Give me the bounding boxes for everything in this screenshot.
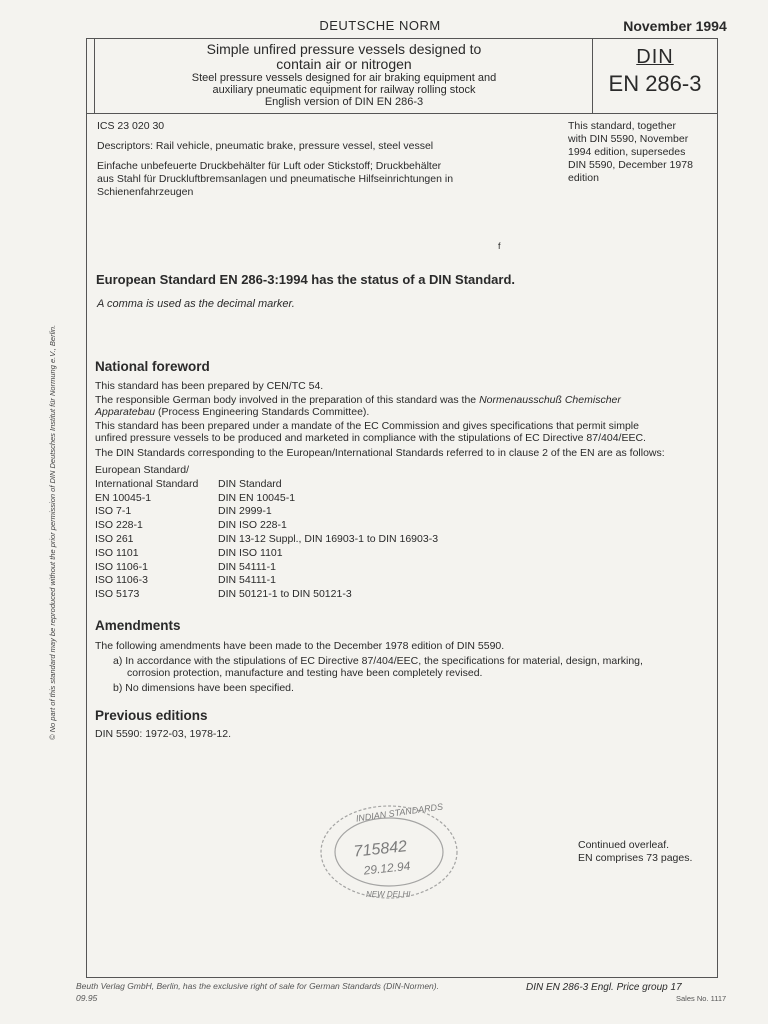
table-cell-din: DIN ISO 228-1: [218, 519, 287, 532]
supersedes-line-1: This standard, together: [568, 120, 676, 132]
din-logo-word: DIN: [636, 46, 674, 68]
foreword-para-2-text: The responsible German body involved in the preparation of this standard was the: [95, 394, 480, 406]
copyright-side-note: © No part of this standard may be reproduced without the prior permission of DIN Deutsches Institut für Normung e.V., Berlin.: [48, 324, 57, 740]
title-left-rule: [94, 38, 95, 113]
stamp-date: 29.12.94: [362, 858, 411, 878]
status-statement: European Standard EN 286-3:1994 has the status of a DIN Standard.: [96, 272, 516, 287]
committee-name-a: Normenausschuß Chemischer: [479, 394, 621, 406]
title-divider: [86, 113, 718, 114]
header-title: DEUTSCHE NORM: [319, 18, 441, 33]
continued-overleaf: Continued overleaf.: [578, 839, 670, 851]
table-cell-en: EN 10045-1: [95, 491, 152, 504]
table-row: [95, 505, 438, 519]
print-code: 09.95: [76, 993, 98, 1003]
supersedes-line-2: with DIN 5590, November: [568, 133, 689, 145]
table-cell-din: DIN EN 10045-1: [218, 491, 296, 504]
table-header-col2: DIN Standard: [218, 477, 282, 490]
german-title-line-3: Schienenfahrzeugen: [97, 186, 194, 198]
amendment-a-line-2: corrosion protection, manufacture and testing have been completely revised.: [127, 667, 483, 679]
standard-number: EN 286-3: [608, 71, 702, 96]
table-row: [95, 561, 438, 575]
table-row: [95, 574, 438, 588]
amendment-a: [113, 655, 713, 679]
foreword-para-3-line-2: unfired pressure vessels to be produced and marketed in compliance with the stipulations of EC Directive 87/404/EEC.: [95, 432, 646, 444]
header-date: November 1994: [623, 18, 727, 34]
stamp-city: NEW DELHI: [366, 890, 411, 899]
table-cell-en: ISO 1101: [95, 546, 139, 559]
supersedes-line-4: DIN 5590, December 1978: [568, 159, 693, 171]
committee-name-b: Apparatebau: [95, 406, 156, 418]
amendment-b: b) No dimensions have been specified.: [113, 682, 294, 694]
foreword-para-1: This standard has been prepared by CEN/TC 54.: [95, 380, 324, 392]
library-stamp: [314, 797, 464, 912]
table-row: [95, 519, 438, 533]
amendments-heading: Amendments: [95, 618, 181, 633]
german-title-line-1: Einfache unbefeuerte Druckbehälter für Luft oder Stickstoff; Druckbehälter: [97, 160, 442, 172]
standards-table: [95, 464, 438, 602]
page-count: EN comprises 73 pages.: [578, 852, 693, 864]
table-row: [95, 492, 438, 506]
title-line-4: auxiliary pneumatic equipment for railway rolling stock: [212, 84, 476, 96]
stray-mark: f: [498, 241, 501, 251]
table-header-row-2: [95, 478, 438, 492]
stamp-number: 715842: [352, 838, 408, 861]
footer-publisher: [76, 980, 439, 1004]
national-foreword-heading: National foreword: [95, 359, 210, 374]
table-cell-en: ISO 228-1: [95, 519, 143, 532]
table-cell-en: ISO 261: [95, 532, 134, 545]
previous-editions-heading: Previous editions: [95, 708, 208, 723]
amendments-intro: The following amendments have been made to the December 1978 edition of DIN 5590.: [95, 640, 505, 652]
footer-sales-number: Sales No. 1117: [676, 994, 727, 1003]
table-cell-en: ISO 1106-3: [95, 574, 148, 587]
publisher-note: Beuth Verlag GmbH, Berlin, has the exclusive right of sale for German Standards (DIN-Normen).: [76, 981, 439, 991]
table-row: [95, 547, 438, 561]
ics-code: ICS 23 020 30: [97, 120, 165, 132]
stamp-ring-text: INDIAN STANDARDS: [355, 801, 444, 824]
german-title-line-2: aus Stahl für Druckluftbremsanlagen und pneumatische Hilfseinrichtungen in: [97, 173, 454, 185]
supersedes-line-3: 1994 edition, supersedes: [568, 146, 686, 158]
table-row: [95, 588, 438, 602]
table-header-col1-a: European Standard/: [95, 464, 189, 476]
table-cell-din: DIN 13-12 Suppl., DIN 16903-1 to DIN 16903-3: [218, 532, 439, 545]
din-badge: [592, 38, 718, 113]
table-cell-din: DIN 50121-1 to DIN 50121-3: [218, 588, 352, 601]
committee-english: (Process Engineering Standards Committee).: [155, 406, 370, 418]
german-title: [97, 160, 517, 199]
continued-note: [578, 839, 692, 865]
stamp-graphic: [314, 797, 464, 907]
foreword-para-2: [95, 394, 710, 418]
table-header-row-1: [95, 464, 438, 478]
table-cell-din: DIN 2999-1: [218, 505, 272, 518]
foreword-para-3-line-1: This standard has been prepared under a mandate of the EC Commission and gives specifications that permit simple: [95, 420, 639, 432]
table-cell-din: DIN ISO 1101: [218, 546, 283, 559]
table-cell-din: DIN 54111-1: [218, 560, 276, 573]
previous-editions-text: DIN 5590: 1972-03, 1978-12.: [95, 728, 232, 740]
title-line-2: contain air or nitrogen: [276, 56, 412, 72]
table-cell-en: ISO 7-1: [95, 505, 132, 518]
table-cell-en: ISO 5173: [95, 588, 140, 601]
footer-reference: DIN EN 286-3 Engl. Price group 17: [526, 982, 682, 993]
title-line-1: Simple unfired pressure vessels designed to: [206, 41, 482, 57]
descriptors: Descriptors: Rail vehicle, pneumatic brake, pressure vessel, steel vessel: [97, 140, 434, 152]
foreword-para-3: [95, 420, 710, 444]
title-block: [100, 42, 588, 108]
table-cell-en: ISO 1106-1: [95, 560, 148, 573]
supersedes-note: [568, 120, 708, 185]
table-cell-din: DIN 54111-1: [218, 574, 276, 587]
title-line-3: Steel pressure vessels designed for air braking equipment and: [191, 72, 497, 84]
table-row: [95, 533, 438, 547]
decimal-marker-note: A comma is used as the decimal marker.: [97, 298, 295, 310]
foreword-para-4: The DIN Standards corresponding to the European/International Standards referred to in clause 2 of the EN are as follows:: [95, 447, 665, 459]
amendment-a-line-1: a) In accordance with the stipulations of EC Directive 87/404/EEC, the specifications for material, design, marking,: [113, 655, 643, 667]
table-header-col1-b: International Standard: [95, 477, 199, 490]
supersedes-line-5: edition: [568, 172, 599, 184]
title-line-5: English version of DIN EN 286-3: [264, 96, 424, 108]
